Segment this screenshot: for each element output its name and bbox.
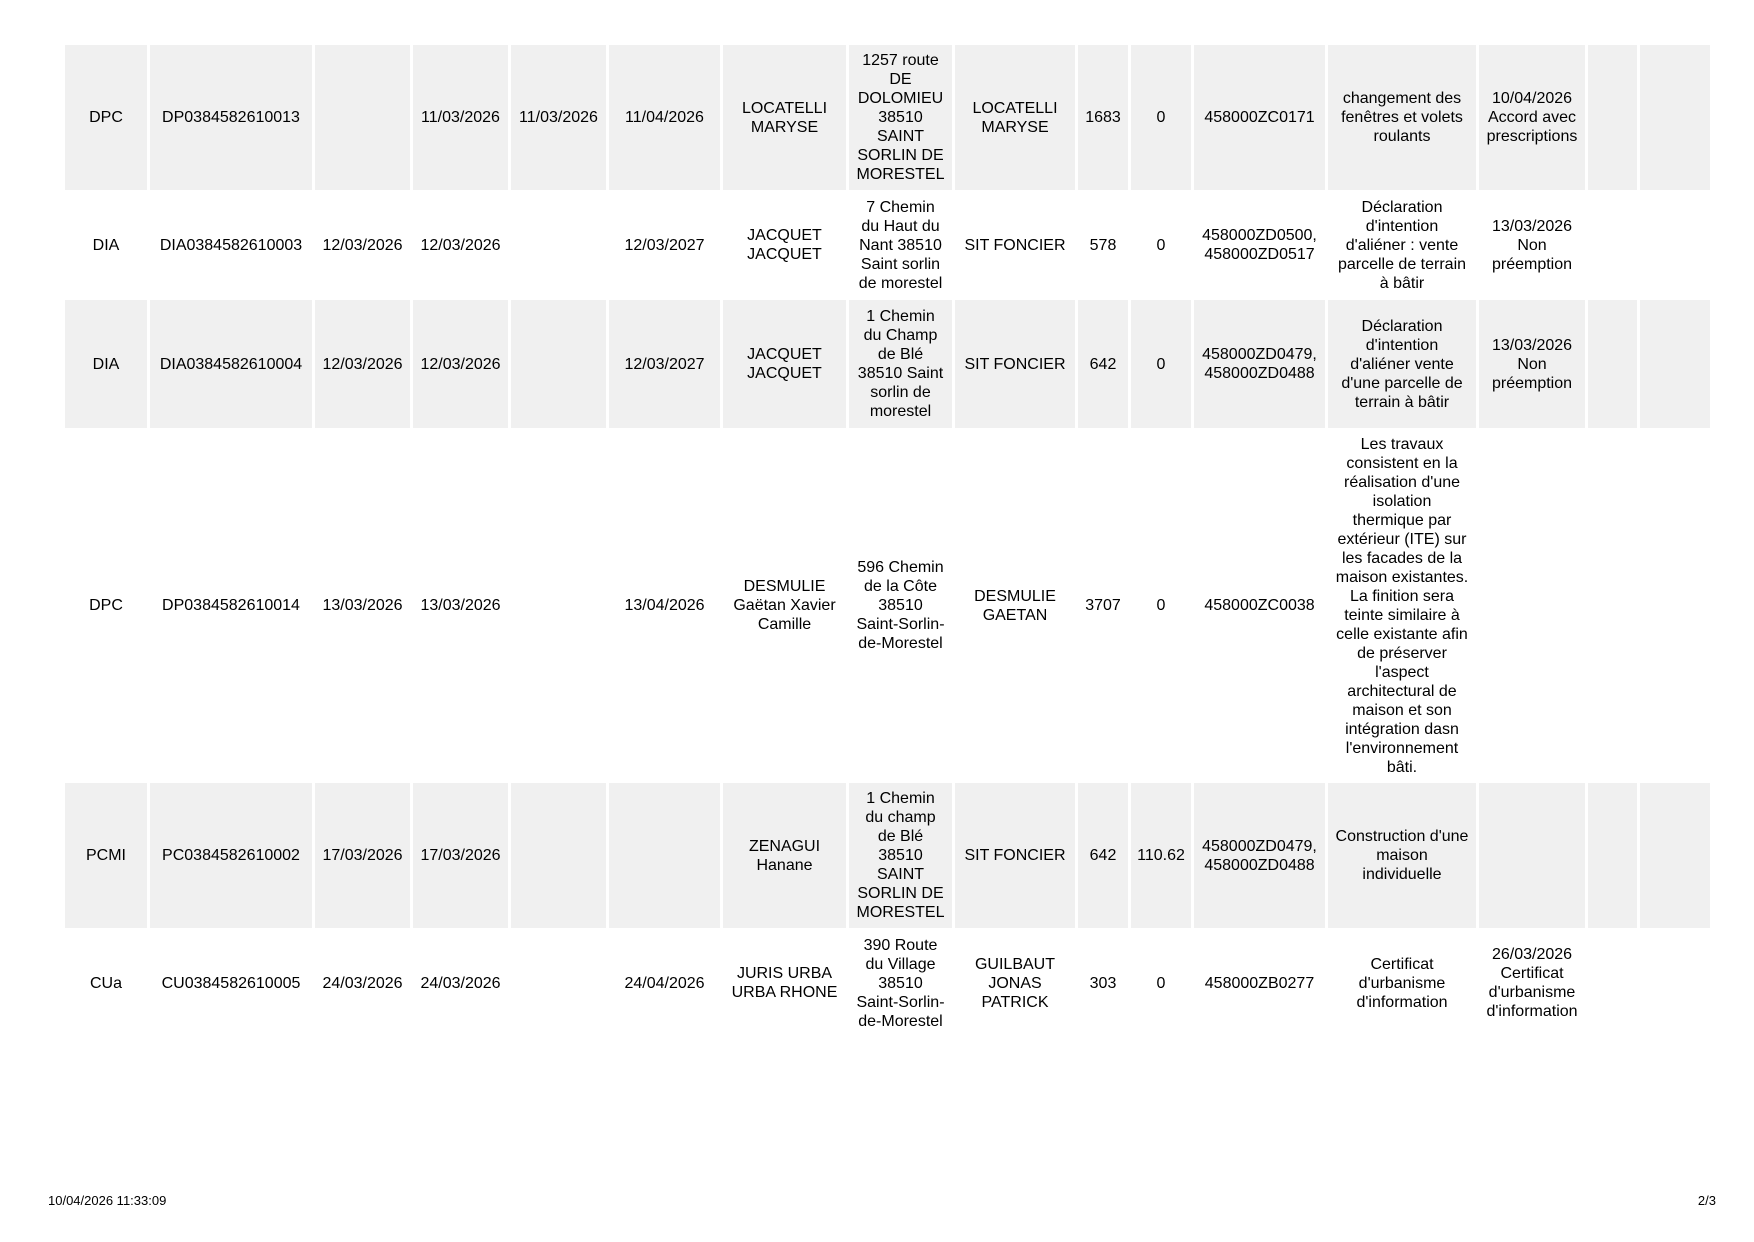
decision-cell (1479, 428, 1585, 783)
extra-cell (1640, 300, 1710, 428)
extra-cell (1640, 928, 1710, 1038)
filing-date-cell (315, 45, 410, 190)
applicant-cell: JURIS URBA URBA RHONE (723, 928, 846, 1038)
address-cell: 390 Route du Village 38510 Saint-Sorlin- de-Morestel (849, 928, 952, 1038)
filing-date-cell: 12/03/2026 (315, 190, 410, 300)
owner-cell: SIT FONCIER (955, 783, 1075, 928)
decision-cell: 13/03/2026 Non préemption (1479, 190, 1585, 300)
parcels-cell: 458000ZD0500, 458000ZD0517 (1194, 190, 1325, 300)
parcels-cell: 458000ZB0277 (1194, 928, 1325, 1038)
reception-date-cell: 12/03/2026 (413, 190, 508, 300)
address-cell: 596 Chemin de la Côte 38510 Saint-Sorlin- de-Morestel (849, 428, 952, 783)
deadline-date-cell: 12/03/2027 (609, 190, 720, 300)
owner-cell: GUILBAUT JONAS PATRICK (955, 928, 1075, 1038)
deadline-date-cell: 24/04/2026 (609, 928, 720, 1038)
owner-cell: LOCATELLI MARYSE (955, 45, 1075, 190)
address-cell: 7 Chemin du Haut du Nant 38510 Saint sorlin de morestel (849, 190, 952, 300)
land-area-cell: 3707 (1078, 428, 1128, 783)
dossier-number-cell: DP0384582610013 (150, 45, 312, 190)
extra-cell (1640, 45, 1710, 190)
extra-cell (1640, 428, 1710, 783)
table-row (65, 300, 1710, 428)
table-row (65, 783, 1710, 928)
extra-cell (1588, 45, 1637, 190)
applicant-cell: JACQUET JACQUET (723, 190, 846, 300)
reception-date-cell: 24/03/2026 (413, 928, 508, 1038)
deadline-date-cell: 12/03/2027 (609, 300, 720, 428)
type-cell: DPC (65, 428, 147, 783)
decision-cell: 10/04/2026 Accord avec prescriptions (1479, 45, 1585, 190)
address-cell: 1 Chemin du Champ de Blé 38510 Saint sorlin de morestel (849, 300, 952, 428)
deadline-date-cell: 13/04/2026 (609, 428, 720, 783)
type-cell: CUa (65, 928, 147, 1038)
parcels-cell: 458000ZD0479, 458000ZD0488 (1194, 783, 1325, 928)
filing-date-cell: 24/03/2026 (315, 928, 410, 1038)
filing-date-cell: 17/03/2026 (315, 783, 410, 928)
floor-area-cell: 110.62 (1131, 783, 1191, 928)
complete-date-cell (511, 428, 606, 783)
reception-date-cell: 11/03/2026 (413, 45, 508, 190)
permits-table (62, 45, 1713, 1038)
applicant-cell: DESMULIE Gaëtan Xavier Camille (723, 428, 846, 783)
table-row (65, 45, 1710, 190)
owner-cell: DESMULIE GAETAN (955, 428, 1075, 783)
address-cell: 1257 route DE DOLOMIEU 38510 SAINT SORLIN DE MORESTEL (849, 45, 952, 190)
address-cell: 1 Chemin du champ de Blé 38510 SAINT SORLIN DE MORESTEL (849, 783, 952, 928)
land-area-cell: 642 (1078, 300, 1128, 428)
land-area-cell: 642 (1078, 783, 1128, 928)
decision-cell: 26/03/2026 Certificat d'urbanisme d'information (1479, 928, 1585, 1038)
land-area-cell: 578 (1078, 190, 1128, 300)
dossier-number-cell: DIA0384582610004 (150, 300, 312, 428)
extra-cell (1588, 300, 1637, 428)
extra-cell (1588, 783, 1637, 928)
type-cell: DIA (65, 190, 147, 300)
floor-area-cell: 0 (1131, 428, 1191, 783)
reception-date-cell: 17/03/2026 (413, 783, 508, 928)
dossier-number-cell: DP0384582610014 (150, 428, 312, 783)
extra-cell (1588, 928, 1637, 1038)
description-cell: changement des fenêtres et volets roulants (1328, 45, 1476, 190)
floor-area-cell: 0 (1131, 928, 1191, 1038)
table-row (65, 928, 1710, 1038)
floor-area-cell: 0 (1131, 190, 1191, 300)
complete-date-cell (511, 300, 606, 428)
owner-cell: SIT FONCIER (955, 300, 1075, 428)
description-cell: Certificat d'urbanisme d'information (1328, 928, 1476, 1038)
filing-date-cell: 13/03/2026 (315, 428, 410, 783)
complete-date-cell (511, 190, 606, 300)
parcels-cell: 458000ZC0038 (1194, 428, 1325, 783)
applicant-cell: ZENAGUI Hanane (723, 783, 846, 928)
complete-date-cell: 11/03/2026 (511, 45, 606, 190)
land-area-cell: 303 (1078, 928, 1128, 1038)
dossier-number-cell: PC0384582610002 (150, 783, 312, 928)
page-number: 2/3 (1697, 1193, 1716, 1208)
applicant-cell: JACQUET JACQUET (723, 300, 846, 428)
dossier-number-cell: DIA0384582610003 (150, 190, 312, 300)
extra-cell (1588, 428, 1637, 783)
complete-date-cell (511, 928, 606, 1038)
dossier-number-cell: CU0384582610005 (150, 928, 312, 1038)
parcels-cell: 458000ZC0171 (1194, 45, 1325, 190)
extra-cell (1588, 190, 1637, 300)
type-cell: DIA (65, 300, 147, 428)
extra-cell (1640, 783, 1710, 928)
reception-date-cell: 12/03/2026 (413, 300, 508, 428)
decision-cell (1479, 783, 1585, 928)
deadline-date-cell (609, 783, 720, 928)
deadline-date-cell: 11/04/2026 (609, 45, 720, 190)
table-row (65, 190, 1710, 300)
reception-date-cell: 13/03/2026 (413, 428, 508, 783)
extra-cell (1640, 190, 1710, 300)
parcels-cell: 458000ZD0479, 458000ZD0488 (1194, 300, 1325, 428)
description-cell: Les travaux consistent en la réalisation d'une isolation thermique par extérieur (ITE) sur les facades de la maison existantes. La finition sera teinte similaire à celle existante afin de préserver l'aspect architectural de maison et son intégration dasn l'environnement bâti. (1328, 428, 1476, 783)
table-row (65, 428, 1710, 783)
print-timestamp: 10/04/2026 11:33:09 (48, 1193, 167, 1208)
owner-cell: SIT FONCIER (955, 190, 1075, 300)
description-cell: Construction d'une maison individuelle (1328, 783, 1476, 928)
decision-cell: 13/03/2026 Non préemption (1479, 300, 1585, 428)
type-cell: PCMI (65, 783, 147, 928)
description-cell: Déclaration d'intention d'aliéner : vente parcelle de terrain à bâtir (1328, 190, 1476, 300)
filing-date-cell: 12/03/2026 (315, 300, 410, 428)
complete-date-cell (511, 783, 606, 928)
land-area-cell: 1683 (1078, 45, 1128, 190)
floor-area-cell: 0 (1131, 300, 1191, 428)
type-cell: DPC (65, 45, 147, 190)
description-cell: Déclaration d'intention d'aliéner vente d'une parcelle de terrain à bâtir (1328, 300, 1476, 428)
applicant-cell: LOCATELLI MARYSE (723, 45, 846, 190)
floor-area-cell: 0 (1131, 45, 1191, 190)
